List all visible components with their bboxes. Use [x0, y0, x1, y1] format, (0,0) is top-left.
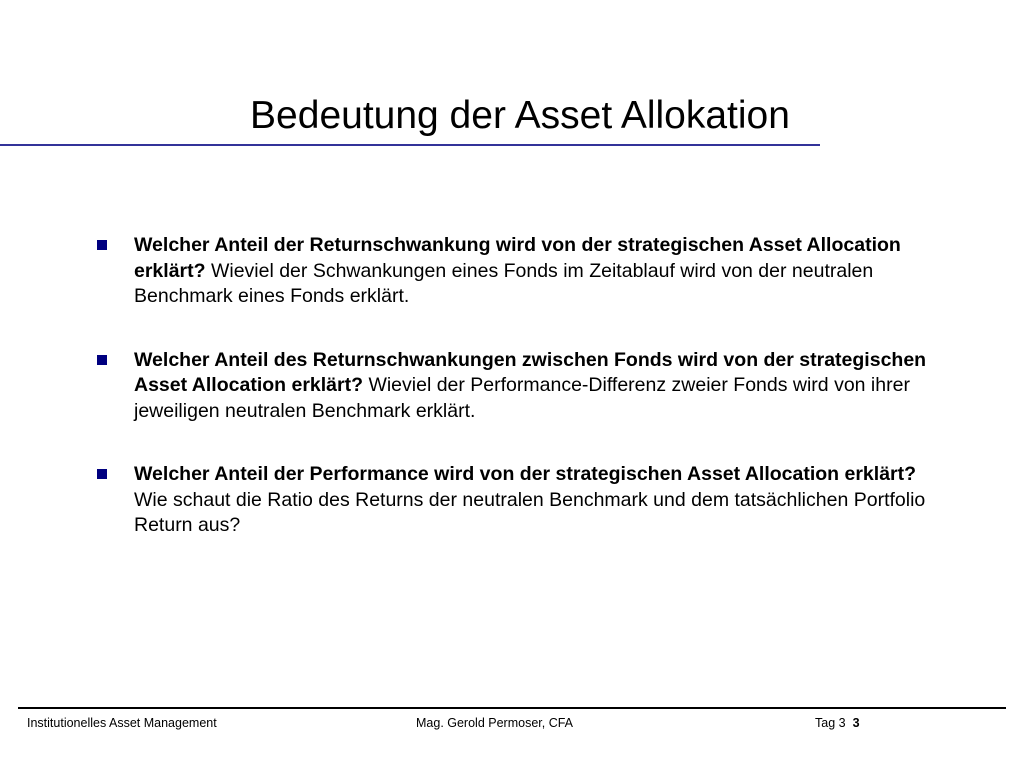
footer-day-page: [815, 715, 860, 731]
bullet-answer: Wieviel der Schwankungen eines Fonds im Zeitablauf wird von der neutralen Benchmark eines Fonds erklärt.: [134, 259, 874, 307]
footer-author: Mag. Gerold Permoser, CFA: [416, 716, 574, 730]
bullet-item: [97, 462, 927, 539]
footer-divider: [18, 707, 1006, 709]
footer-day-label: Tag 3: [815, 716, 846, 730]
bullet-answer: Wie schaut die Ratio des Returns der neutralen Benchmark und dem tatsächlichen Portfolio Return aus?: [134, 488, 926, 536]
bullet-item: [97, 233, 927, 310]
footer-course-title: Institutionelles Asset Management: [27, 716, 217, 730]
bullet-item: [97, 348, 927, 425]
page-number: 3: [852, 716, 860, 730]
square-bullet-icon: [97, 240, 107, 250]
title-underline: [0, 144, 820, 146]
bullet-question: Welcher Anteil der Performance wird von der strategischen Asset Allocation erklärt?: [134, 463, 917, 485]
bullet-answer: Wieviel der Performance-Differenz zweier Fonds wird von ihrer jeweiligen neutralen Benchmark erklärt.: [134, 374, 910, 422]
slide-title: Bedeutung der Asset Allokation: [250, 94, 790, 137]
square-bullet-icon: [97, 469, 107, 479]
bullet-list: [97, 233, 927, 577]
bullet-question: Welcher Anteil des Returnschwankungen zwischen Fonds wird von der strategischen Asset Allocation erklärt?: [134, 348, 927, 396]
bullet-question: Welcher Anteil der Returnschwankung wird von der strategischen Asset Allocation erklärt?: [134, 234, 901, 282]
square-bullet-icon: [97, 355, 107, 365]
